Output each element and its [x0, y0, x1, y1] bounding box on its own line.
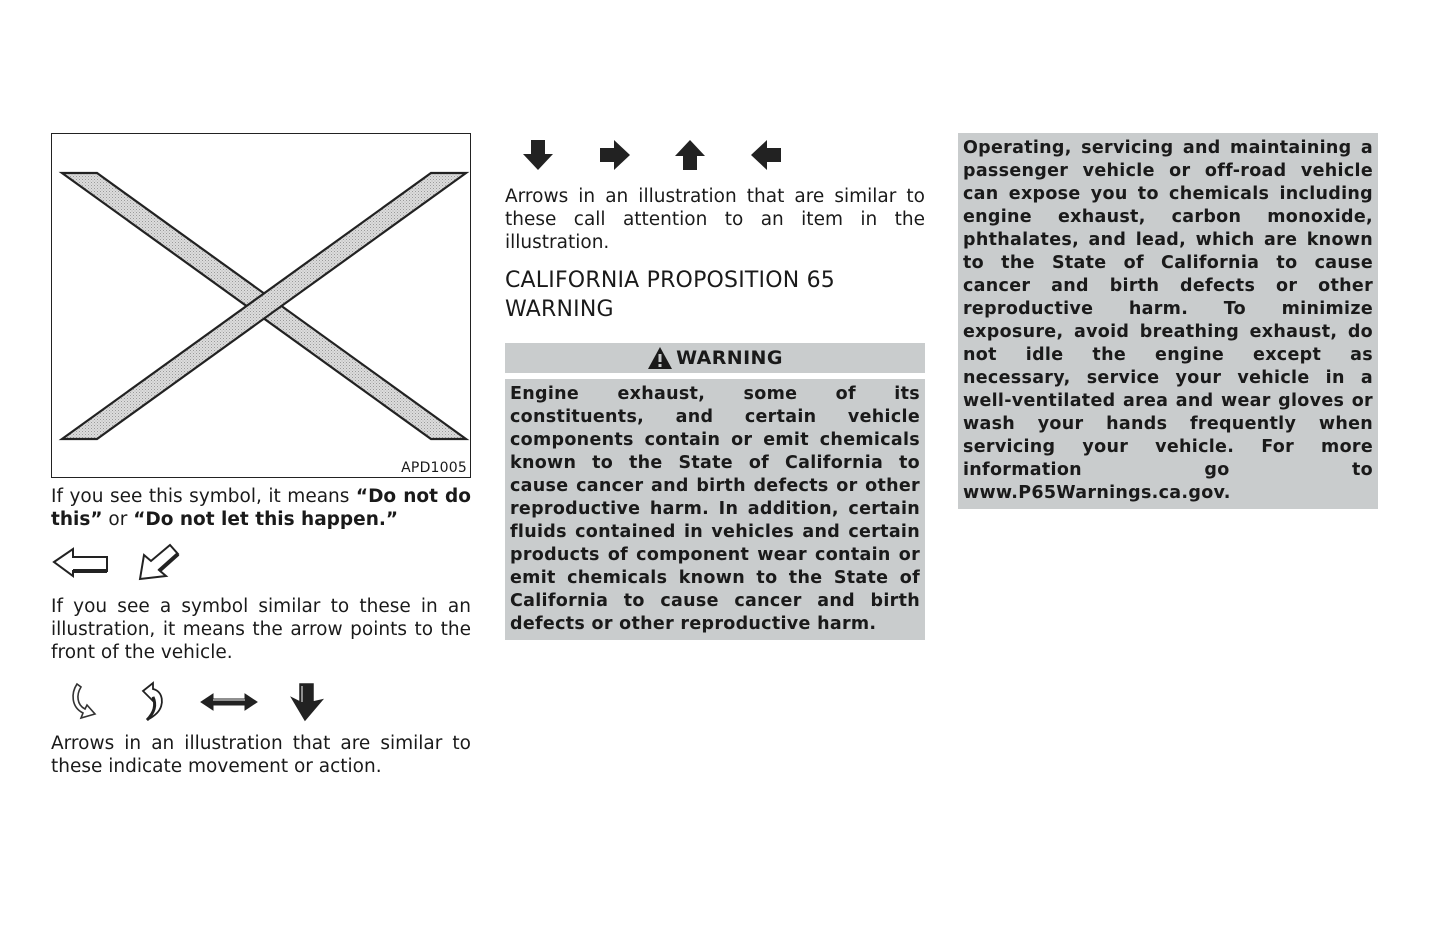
figure-code: APD1005	[401, 460, 467, 476]
do-not-prefix: If you see this symbol, it means	[51, 486, 356, 507]
bold-down-arrow-icon	[289, 682, 325, 726]
movement-arrows-row	[51, 682, 471, 726]
solid-arrow-right-icon	[598, 138, 632, 176]
front-arrows-row	[51, 545, 471, 585]
front-arrows-text: If you see a symbol similar to these in an illustration, it means the arrow points to the front of the vehicle.	[51, 596, 471, 663]
warning-triangle-icon	[647, 346, 673, 370]
prop65-notice: Operating, servicing and maintaining a passenger vehicle or off-road vehicle can expose you to chemicals including engine exhaust, carbon monoxide, phthalates, and lead, which are known to the State of California to cause cancer and birth defects or other reproductive harm. To minimize exposure, avoid breathing exhaust, do not idle the engine except as necessary, service your vehicle in a well-ventilated area and wear gloves or wash your hands frequently when servicing your vehicle. For more information go to www.P65Warnings.ca.gov.	[958, 133, 1378, 509]
do-not-middle: or	[102, 509, 134, 530]
attention-arrows-row	[505, 133, 925, 181]
prop65-heading: CALIFORNIA PROPOSITION 65 WARNING	[505, 268, 835, 322]
warning-label-bar	[505, 343, 925, 373]
movement-arrows-text: Arrows in an illustration that are similar to these indicate movement or action.	[51, 733, 471, 777]
solid-arrow-up-icon	[673, 138, 707, 176]
do-not-paragraph	[51, 485, 471, 531]
double-arrow-icon	[199, 691, 259, 717]
hollow-arrow-left-icon	[51, 545, 111, 585]
do-not-symbol-figure	[51, 133, 471, 478]
left-column	[51, 133, 471, 778]
curved-arrow-icon	[69, 681, 101, 727]
solid-arrow-down-icon	[521, 138, 555, 176]
warning-label: WARNING	[676, 347, 783, 369]
middle-column	[505, 133, 925, 640]
curved-arrow-icon	[139, 681, 169, 727]
warning-body: Engine exhaust, some of its constituents, and certain vehicle components contain or emit chemicals known to the State of California to cause cancer and birth defects or other reproductive harm. In addition, certain fluids contained in vehicles and certain products of component wear contain or emit chemicals known to the State of California to cause cancer and birth defects or other reproductive harm.	[505, 379, 925, 640]
do-not-bold-2: “Do not let this happen.”	[133, 509, 399, 530]
solid-arrow-left-icon	[749, 138, 783, 176]
right-column	[958, 133, 1378, 509]
attention-arrows-text: Arrows in an illustration that are similar to these call attention to an item in the illustration.	[505, 186, 925, 253]
hollow-arrow-down-left-icon	[136, 543, 182, 587]
large-x-icon	[52, 134, 470, 477]
do-not-bold-1: “Do not do this”	[51, 486, 471, 530]
